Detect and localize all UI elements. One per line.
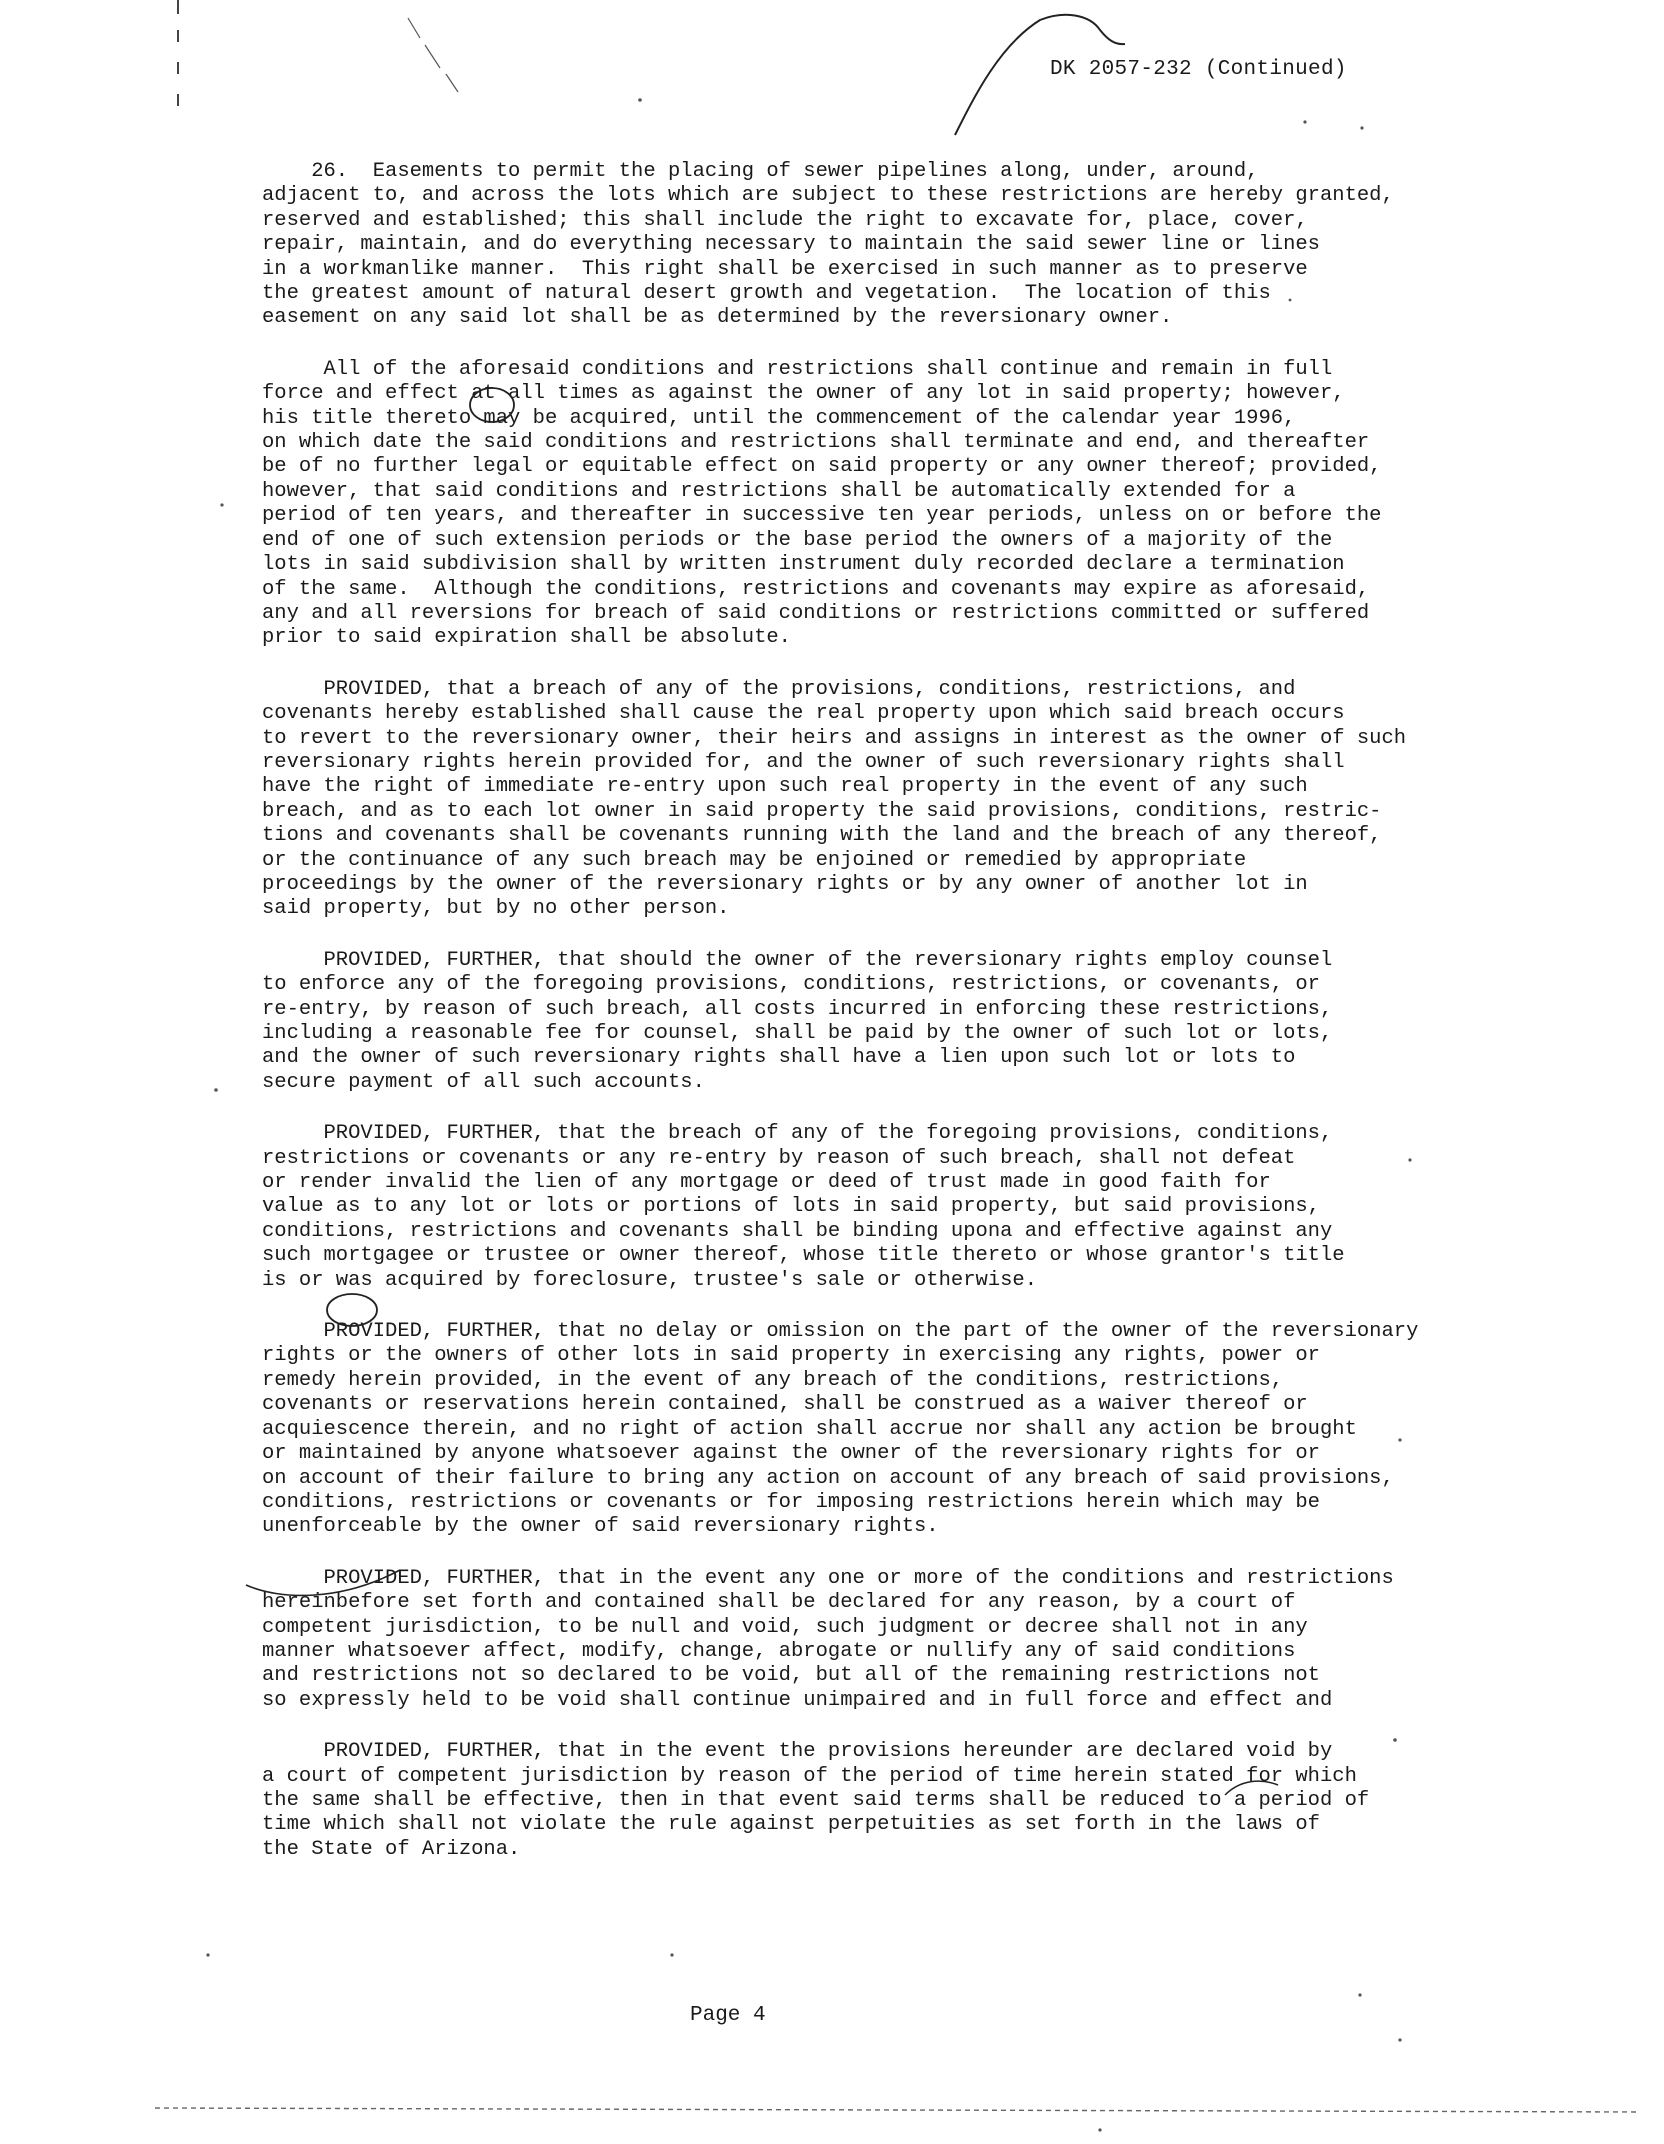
text-line: to revert to the reversionary owner, their heirs and assigns in interest as the owner of such [262, 726, 1407, 750]
text-line: his title thereto may be acquired, until the commencement of the calendar year 1996, [262, 406, 1296, 430]
text-line: tions and covenants shall be covenants running with the land and the breach of any thereof, [262, 824, 1382, 848]
paragraph-provided-waiver [262, 1320, 1452, 1540]
text-line: prior to said expiration shall be absolute. [262, 626, 791, 650]
text-line: PROVIDED, FURTHER, that the breach of any of the foregoing provisions, conditions, [262, 1122, 1333, 1146]
text-line: a court of competent jurisdiction by reason of the period of time herein stated for which [262, 1764, 1357, 1788]
text-line: unenforceable by the owner of said reversionary rights. [262, 1515, 939, 1539]
text-line: conditions, restrictions or covenants or for imposing restrictions herein which may be [262, 1490, 1320, 1514]
text-line: PROVIDED, FURTHER, that in the event any one or more of the conditions and restrictions [262, 1566, 1394, 1590]
text-line: the same shall be effective, then in that event said terms shall be reduced to a period of [262, 1788, 1370, 1812]
text-line: PROVIDED, FURTHER, that should the owner of the reversionary rights employ counsel [262, 948, 1333, 972]
text-line: the State of Arizona. [262, 1837, 521, 1861]
text-line: value as to any lot or lots or portions of lots in said property, but said provisions, [262, 1195, 1320, 1219]
text-line: repair, maintain, and do everything necessary to maintain the said sewer line or lines [262, 233, 1320, 257]
text-line: re-entry, by reason of such breach, all costs incurred in enforcing these restrictions, [262, 997, 1333, 1021]
text-line: acquiescence therein, and no right of action shall accrue nor shall any action be brought [262, 1417, 1357, 1441]
text-line: PROVIDED, FURTHER, that in the event the provisions hereunder are declared void by [262, 1740, 1333, 1764]
text-line: or maintained by anyone whatsoever against the owner of the reversionary rights for or [262, 1442, 1320, 1466]
text-line: breach, and as to each lot owner in said property the said provisions, conditions, restric- [262, 799, 1382, 823]
text-line: on account of their failure to bring any action on account of any breach of said provisions, [262, 1466, 1394, 1490]
text-line: hereinbefore set forth and contained shall be declared for any reason, by a court of [262, 1591, 1296, 1615]
paragraph-duration [262, 358, 1452, 651]
text-line: of the same. Although the conditions, restrictions and covenants may expire as aforesaid, [262, 577, 1370, 601]
text-line: to enforce any of the foregoing provisions, conditions, restrictions, or covenants, or [262, 973, 1320, 997]
text-line: conditions, restrictions and covenants shall be binding upona and effective against any [262, 1219, 1333, 1243]
paragraph-26 [262, 160, 1452, 331]
text-line: reversionary rights herein provided for, and the owner of such reversionary rights shall [262, 750, 1345, 774]
text-line: PROVIDED, that a breach of any of the provisions, conditions, restrictions, and [262, 677, 1296, 701]
document-body [262, 160, 1452, 1889]
text-line: said property, but by no other person. [262, 897, 730, 921]
text-line: or render invalid the lien of any mortgage or deed of trust made in good faith for [262, 1171, 1271, 1195]
text-line: on which date the said conditions and restrictions shall terminate and end, and thereafter [262, 431, 1370, 455]
text-line: any and all reversions for breach of said conditions or restrictions committed or suffered [262, 601, 1370, 625]
document-reference: DK 2057-232 (Continued) [1050, 58, 1347, 81]
paragraph-provided-severability [262, 1567, 1452, 1713]
text-line: manner whatsoever affect, modify, change, abrogate or nullify any of said conditions [262, 1639, 1296, 1663]
text-line: so expressly held to be void shall continue unimpaired and in full force and effect and [262, 1688, 1333, 1712]
text-line: lots in said subdivision shall by written instrument duly recorded declare a termination [262, 553, 1345, 577]
text-line: covenants hereby established shall cause the real property upon which said breach occurs [262, 702, 1345, 726]
text-line: adjacent to, and across the lots which are subject to these restrictions are hereby granted, [262, 184, 1394, 208]
paragraph-provided-counsel [262, 949, 1452, 1095]
text-line: period of ten years, and thereafter in successive ten year periods, unless on or before the [262, 504, 1382, 528]
text-line: secure payment of all such accounts. [262, 1070, 705, 1094]
text-line: 26. Easements to permit the placing of sewer pipelines along, under, around, [262, 160, 1259, 183]
text-line: competent jurisdiction, to be null and void, such judgment or decree shall not in any [262, 1615, 1308, 1639]
paragraph-provided-perpetuities [262, 1740, 1452, 1862]
bottom-scan-edge [155, 2108, 1640, 2112]
text-line: is or was acquired by foreclosure, trustee's sale or otherwise. [262, 1268, 1038, 1292]
text-line: or the continuance of any such breach may be enjoined or remedied by appropriate [262, 848, 1247, 872]
paragraph-provided-breach [262, 678, 1452, 922]
text-line: including a reasonable fee for counsel, shall be paid by the owner of such lot or lots, [262, 1022, 1333, 1045]
paragraph-provided-mortgage [262, 1122, 1452, 1293]
text-line: rights or the owners of other lots in said property in exercising any rights, power or [262, 1344, 1320, 1368]
text-line: and restrictions not so declared to be void, but all of the remaining restrictions not [262, 1664, 1320, 1688]
text-line: and the owner of such reversionary rights shall have a lien upon such lot or lots to [262, 1046, 1296, 1070]
text-line: PROVIDED, FURTHER, that no delay or omission on the part of the owner of the reversionary [262, 1320, 1419, 1344]
text-line: reserved and established; this shall include the right to excavate for, place, cover, [262, 208, 1308, 232]
text-line: in a workmanlike manner. This right shall be exercised in such manner as to preserve [262, 257, 1308, 281]
text-line: such mortgagee or trustee or owner thereof, whose title thereto or whose grantor's title [262, 1244, 1345, 1268]
text-line: time which shall not violate the rule against perpetuities as set forth in the laws of [262, 1813, 1320, 1837]
text-line: be of no further legal or equitable effect on said property or any owner thereof; provided, [262, 455, 1382, 479]
text-line: force and effect at all times as against the owner of any lot in said property; however, [262, 382, 1345, 406]
text-line: remedy herein provided, in the event of any breach of the conditions, restrictions, [262, 1368, 1284, 1392]
text-line: easement on any said lot shall be as determined by the reversionary owner. [262, 306, 1173, 330]
text-line: have the right of immediate re-entry upon such real property in the event of any such [262, 775, 1308, 799]
text-line: proceedings by the owner of the reversionary rights or by any owner of another lot in [262, 872, 1308, 896]
text-line: end of one of such extension periods or the base period the owners of a majority of the [262, 528, 1333, 552]
page-number: Page 4 [690, 2004, 766, 2027]
text-line: the greatest amount of natural desert growth and vegetation. The location of this [262, 282, 1271, 306]
text-line: covenants or reservations herein contained, shall be construed as a waiver thereof or [262, 1393, 1308, 1417]
top-left-scratch [408, 18, 458, 92]
text-line: however, that said conditions and restrictions shall be automatically extended for a [262, 479, 1296, 503]
text-line: restrictions or covenants or any re-entry by reason of such breach, shall not defeat [262, 1146, 1296, 1170]
text-line: All of the aforesaid conditions and restrictions shall continue and remain in full [262, 357, 1333, 381]
